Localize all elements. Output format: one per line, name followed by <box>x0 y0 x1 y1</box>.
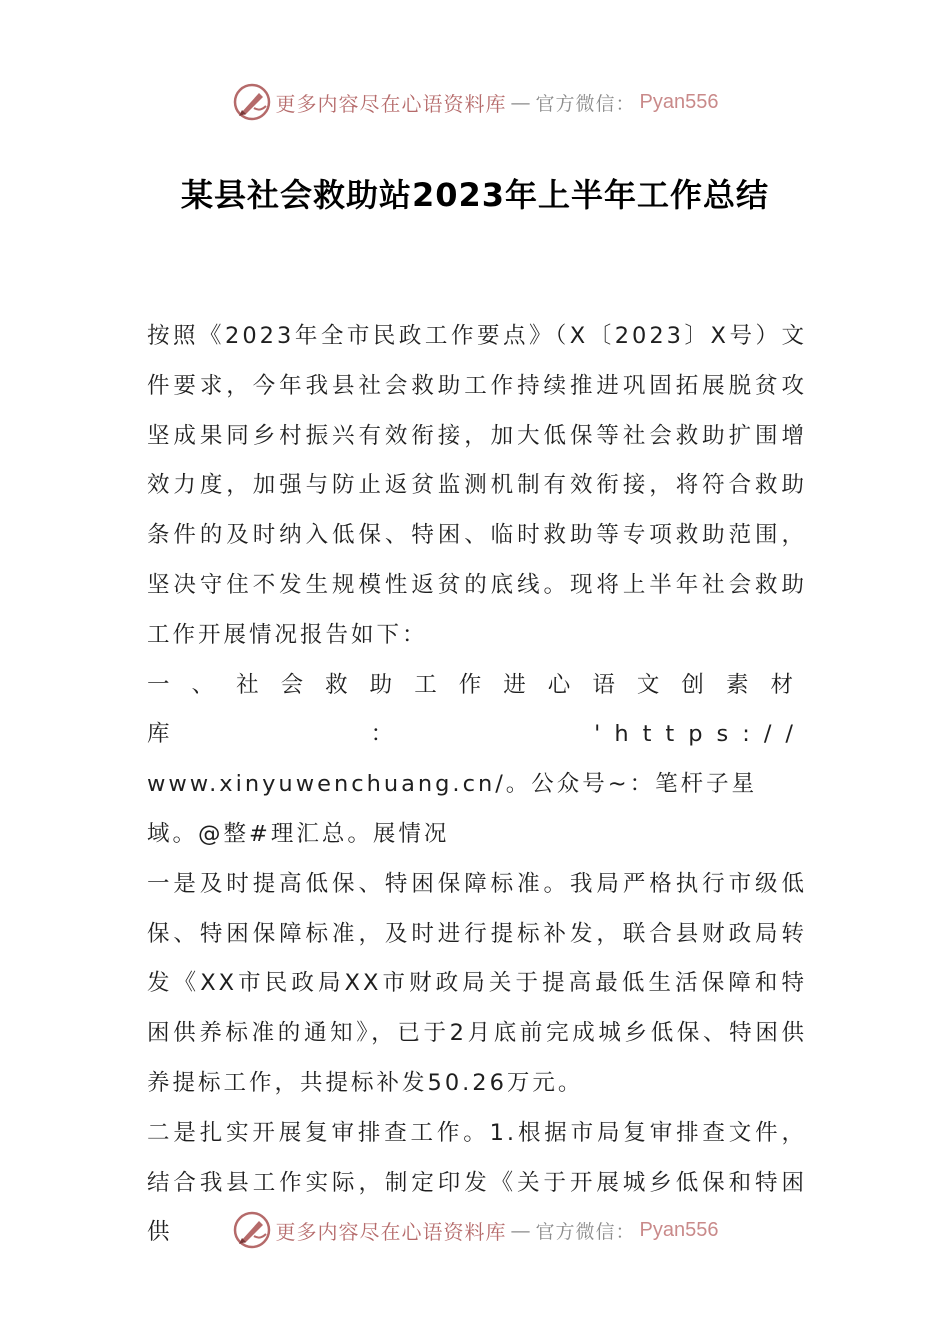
watermark-wechat-id: Pyan556 <box>639 90 719 113</box>
pen-logo-icon <box>232 1210 272 1250</box>
watermark-text: 更多内容尽在心语资料库 <box>275 1219 507 1244</box>
document-body <box>147 312 807 1258</box>
watermark-wechat-label: 官方微信： <box>535 1220 636 1243</box>
watermark-banner-top <box>0 80 950 124</box>
item-two-paragraph: 二是扎实开展复审排查工作。1.根据市局复审排查文件，结合我县工作实际，制定印发《关于开展城乡低保和特困供 <box>147 1119 807 1246</box>
pen-logo-icon <box>232 82 272 122</box>
section-heading-line1: 一、社会救助工作进心语文创素材库：'https:// <box>147 671 807 748</box>
document-title: 某县社会救助站2023年上半年工作总结 <box>180 176 770 214</box>
watermark-separator: — <box>510 90 532 114</box>
section-heading-line2: www.xinyuwenchuang.cn/。公众号~：笔杆子星域。@整#理汇总。展情况 <box>147 771 758 847</box>
intro-paragraph: 按照《2023年全市民政工作要点》（X〔2023〕X号）文件要求，今年我县社会救助工作持续推进巩固拓展脱贫攻坚成果同乡村振兴有效衔接，加大低保等社会救助扩围增效力度，加强与防止返贫监测机制有效衔接，将符合救助条件的及时纳入低保、特困、临时救助等专项救助范围，坚决守住不发生规模性返贫的底线。现将上半年社会救助工作开展情况报告如下： <box>147 323 807 648</box>
watermark-wechat-id: Pyan556 <box>639 1218 719 1241</box>
watermark-separator: — <box>510 1218 532 1242</box>
watermark-wechat-label: 官方微信： <box>535 92 636 115</box>
item-one-paragraph: 一是及时提高低保、特困保障标准。我局严格执行市级低保、特困保障标准，及时进行提标补发，联合县财政局转发《XX市民政局XX市财政局关于提高最低生活保障和特困供养标准的通知》，已于2月底前完成城乡低保、特困供养提标工作，共提标补发50.26万元。 <box>147 870 807 1096</box>
watermark-banner-bottom <box>0 1208 950 1252</box>
watermark-text: 更多内容尽在心语资料库 <box>275 91 507 116</box>
